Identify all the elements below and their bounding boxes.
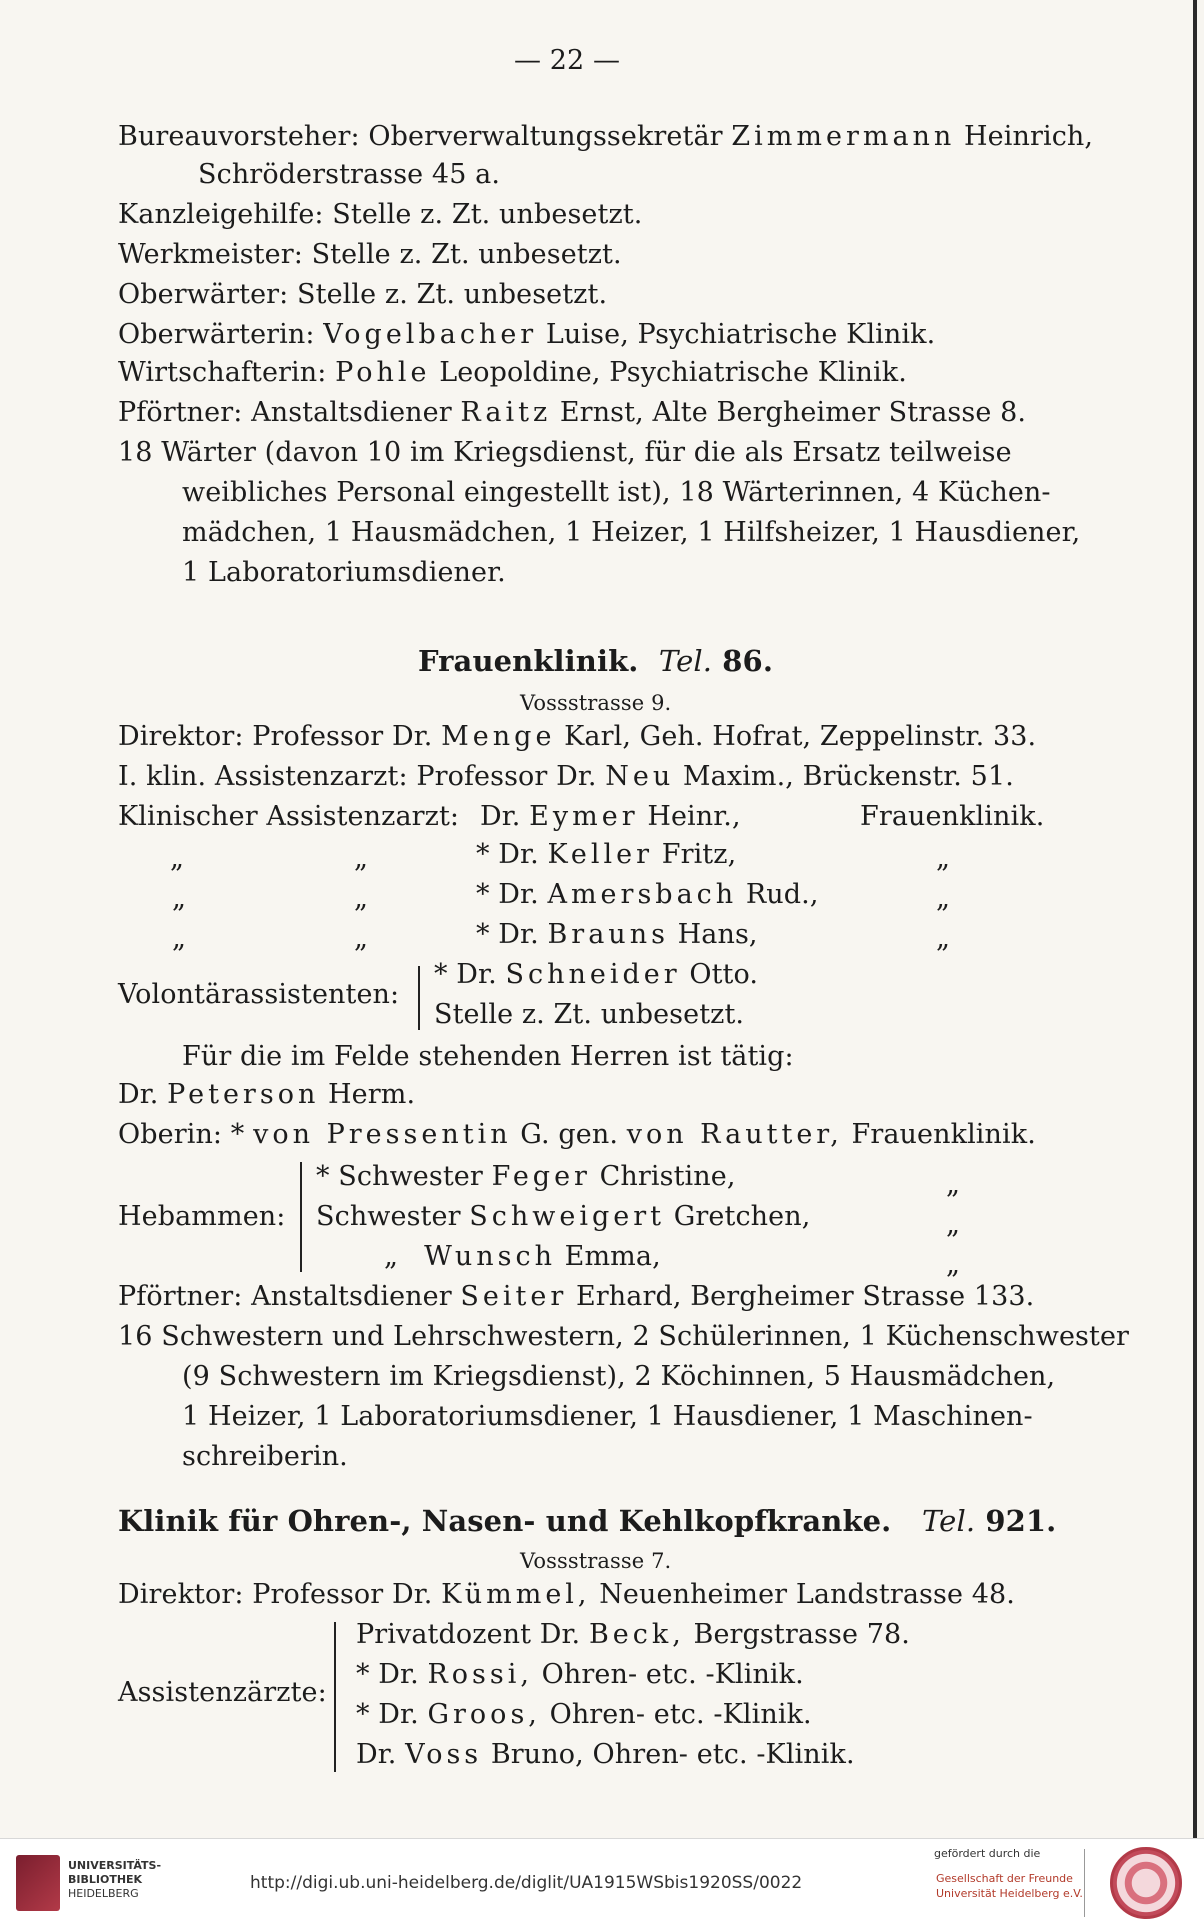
clinical-assistant-row: * Dr. Amersbach Rud., (476, 879, 819, 910)
midwife-row: „ Wunsch Emma, (384, 1241, 661, 1272)
ditto-mark: „ (170, 843, 184, 874)
entry-address: Schröderstrasse 45 a. (198, 159, 501, 190)
clinical-assistant-place: „ (936, 923, 950, 954)
assistant-row: * Dr. Rossi, Ohren- etc. -Klinik. (356, 1659, 804, 1690)
brace (334, 1622, 336, 1772)
clinical-assistant-place: Frauenklinik. (860, 801, 1045, 832)
staff-line: schreiberin. (182, 1441, 348, 1472)
clinical-assistant-row: * Dr. Brauns Hans, (476, 919, 758, 950)
field-person: Dr. Peterson Herm. (118, 1079, 416, 1110)
ditto-mark: „ (354, 883, 368, 914)
assistant-row: Dr. Voss Bruno, Ohren- etc. -Klinik. (356, 1739, 855, 1770)
entry-werkmeister: Werkmeister: Stelle z. Zt. unbesetzt. (118, 239, 622, 270)
clinical-assistant-place: „ (936, 883, 950, 914)
ditto-mark: „ (172, 883, 186, 914)
entry-bureauvorsteher: Bureauvorsteher: Oberverwaltungssekretär Zimmermann Heinrich, (118, 121, 1094, 152)
clinical-assistants-label: Klinischer Assistenzarzt: (118, 801, 460, 832)
midwife-place: „ (946, 1169, 960, 1200)
brace (300, 1162, 302, 1272)
ditto-mark: „ (354, 843, 368, 874)
entry-wirtschafterin: Wirtschafterin: Pohle Leopoldine, Psychiatrische Klinik. (118, 357, 907, 388)
staff-line: (9 Schwestern im Kriegsdienst), 2 Köchinnen, 5 Hausmädchen, (182, 1361, 1056, 1392)
sponsor-name[interactable]: Gesellschaft der Freunde Universität Heidelberg e.V. (936, 1872, 1083, 1900)
heading-ohrenklinik: Klinik für Ohren-, Nasen- und Kehlkopfkranke. Tel. 921. (118, 1504, 1057, 1538)
volunteer-row: * Dr. Schneider Otto. (434, 959, 759, 990)
document-url-link[interactable]: http://digi.ub.uni-heidelberg.de/diglit/UA1915WSbis1920SS/0022 (250, 1873, 803, 1893)
volunteer-row: Stelle z. Zt. unbesetzt. (434, 999, 745, 1030)
entry-staff-line-2: weibliches Personal eingestellt ist), 18 Wärterinnen, 4 Küchen- (182, 477, 1051, 508)
volunteers-label: Volontärassistenten: (118, 979, 400, 1010)
midwife-row: * Schwester Feger Christine, (316, 1161, 736, 1192)
staff-line: 16 Schwestern und Lehrschwestern, 2 Schülerinnen, 1 Küchenschwester (118, 1321, 1130, 1352)
entry-kanzleigehilfe: Kanzleigehilfe: Stelle z. Zt. unbesetzt. (118, 199, 643, 230)
entry-staff-line-4: 1 Laboratoriumsdiener. (182, 557, 506, 588)
midwife-place: „ (946, 1209, 960, 1240)
entry-first-assistant: I. klin. Assistenzarzt: Professor Dr. Neu Maxim., Brückenstr. 51. (118, 761, 1014, 792)
assistant-row: * Dr. Groos, Ohren- etc. -Klinik. (356, 1699, 812, 1730)
entry-pfoertner: Pförtner: Anstaltsdiener Raitz Ernst, Alte Bergheimer Strasse 8. (118, 397, 1027, 428)
entry-oberwaerterin: Oberwärterin: Vogelbacher Luise, Psychiatrische Klinik. (118, 319, 936, 350)
entry-direktor: Direktor: Professor Dr. Menge Karl, Geh. Hofrat, Zeppelinstr. 33. (118, 721, 1037, 752)
staff-line: 1 Heizer, 1 Laboratoriumsdiener, 1 Hausdiener, 1 Maschinen- (182, 1401, 1033, 1432)
ditto-mark: „ (172, 923, 186, 954)
brace (418, 966, 420, 1030)
university-library-name[interactable]: UNIVERSITÄTS- BIBLIOTHEK HEIDELBERG (68, 1859, 162, 1900)
midwife-place: „ (946, 1249, 960, 1280)
university-library-logo-icon[interactable] (16, 1855, 60, 1911)
heading-frauenklinik: Frauenklinik. Tel. 86. (418, 644, 774, 678)
address-ohrenklinik: Vossstrasse 7. (520, 1549, 672, 1573)
midwives-label: Hebammen: (118, 1201, 286, 1232)
clinical-assistant-row: Dr. Eymer Heinr., (480, 801, 741, 832)
assistants-label: Assistenzärzte: (118, 1677, 327, 1708)
field-note: Für die im Felde stehenden Herren ist tätig: (182, 1041, 794, 1072)
assistant-row: Privatdozent Dr. Beck, Bergstrasse 78. (356, 1619, 910, 1650)
footer-bar (0, 1838, 1204, 1927)
sponsor-label: gefördert durch die (934, 1847, 1041, 1860)
entry-oberin: Oberin: * von Pressentin G. gen. von Rautter, Frauenklinik. (118, 1119, 1036, 1150)
footer-divider (1084, 1849, 1085, 1917)
entry-direktor-ohren: Direktor: Professor Dr. Kümmel, Neuenheimer Landstrasse 48. (118, 1579, 1015, 1610)
clinical-assistant-place: „ (936, 843, 950, 874)
university-seal-icon[interactable] (1110, 1847, 1182, 1919)
entry-staff-line-1: 18 Wärter (davon 10 im Kriegsdienst, für die als Ersatz teilweise (118, 437, 1012, 468)
entry-staff-line-3: mädchen, 1 Hausmädchen, 1 Heizer, 1 Hilfsheizer, 1 Hausdiener, (182, 517, 1081, 548)
midwife-row: Schwester Schweigert Gretchen, (316, 1201, 811, 1232)
page-number: — 22 — (514, 45, 621, 76)
entry-pfoertner-frauenklinik: Pförtner: Anstaltsdiener Seiter Erhard, Bergheimer Strasse 133. (118, 1281, 1035, 1312)
clinical-assistant-row: * Dr. Keller Fritz, (476, 839, 737, 870)
address-frauenklinik: Vossstrasse 9. (520, 691, 672, 715)
ditto-mark: „ (354, 923, 368, 954)
page-edge (1193, 0, 1197, 1838)
entry-oberwaerter: Oberwärter: Stelle z. Zt. unbesetzt. (118, 279, 608, 310)
